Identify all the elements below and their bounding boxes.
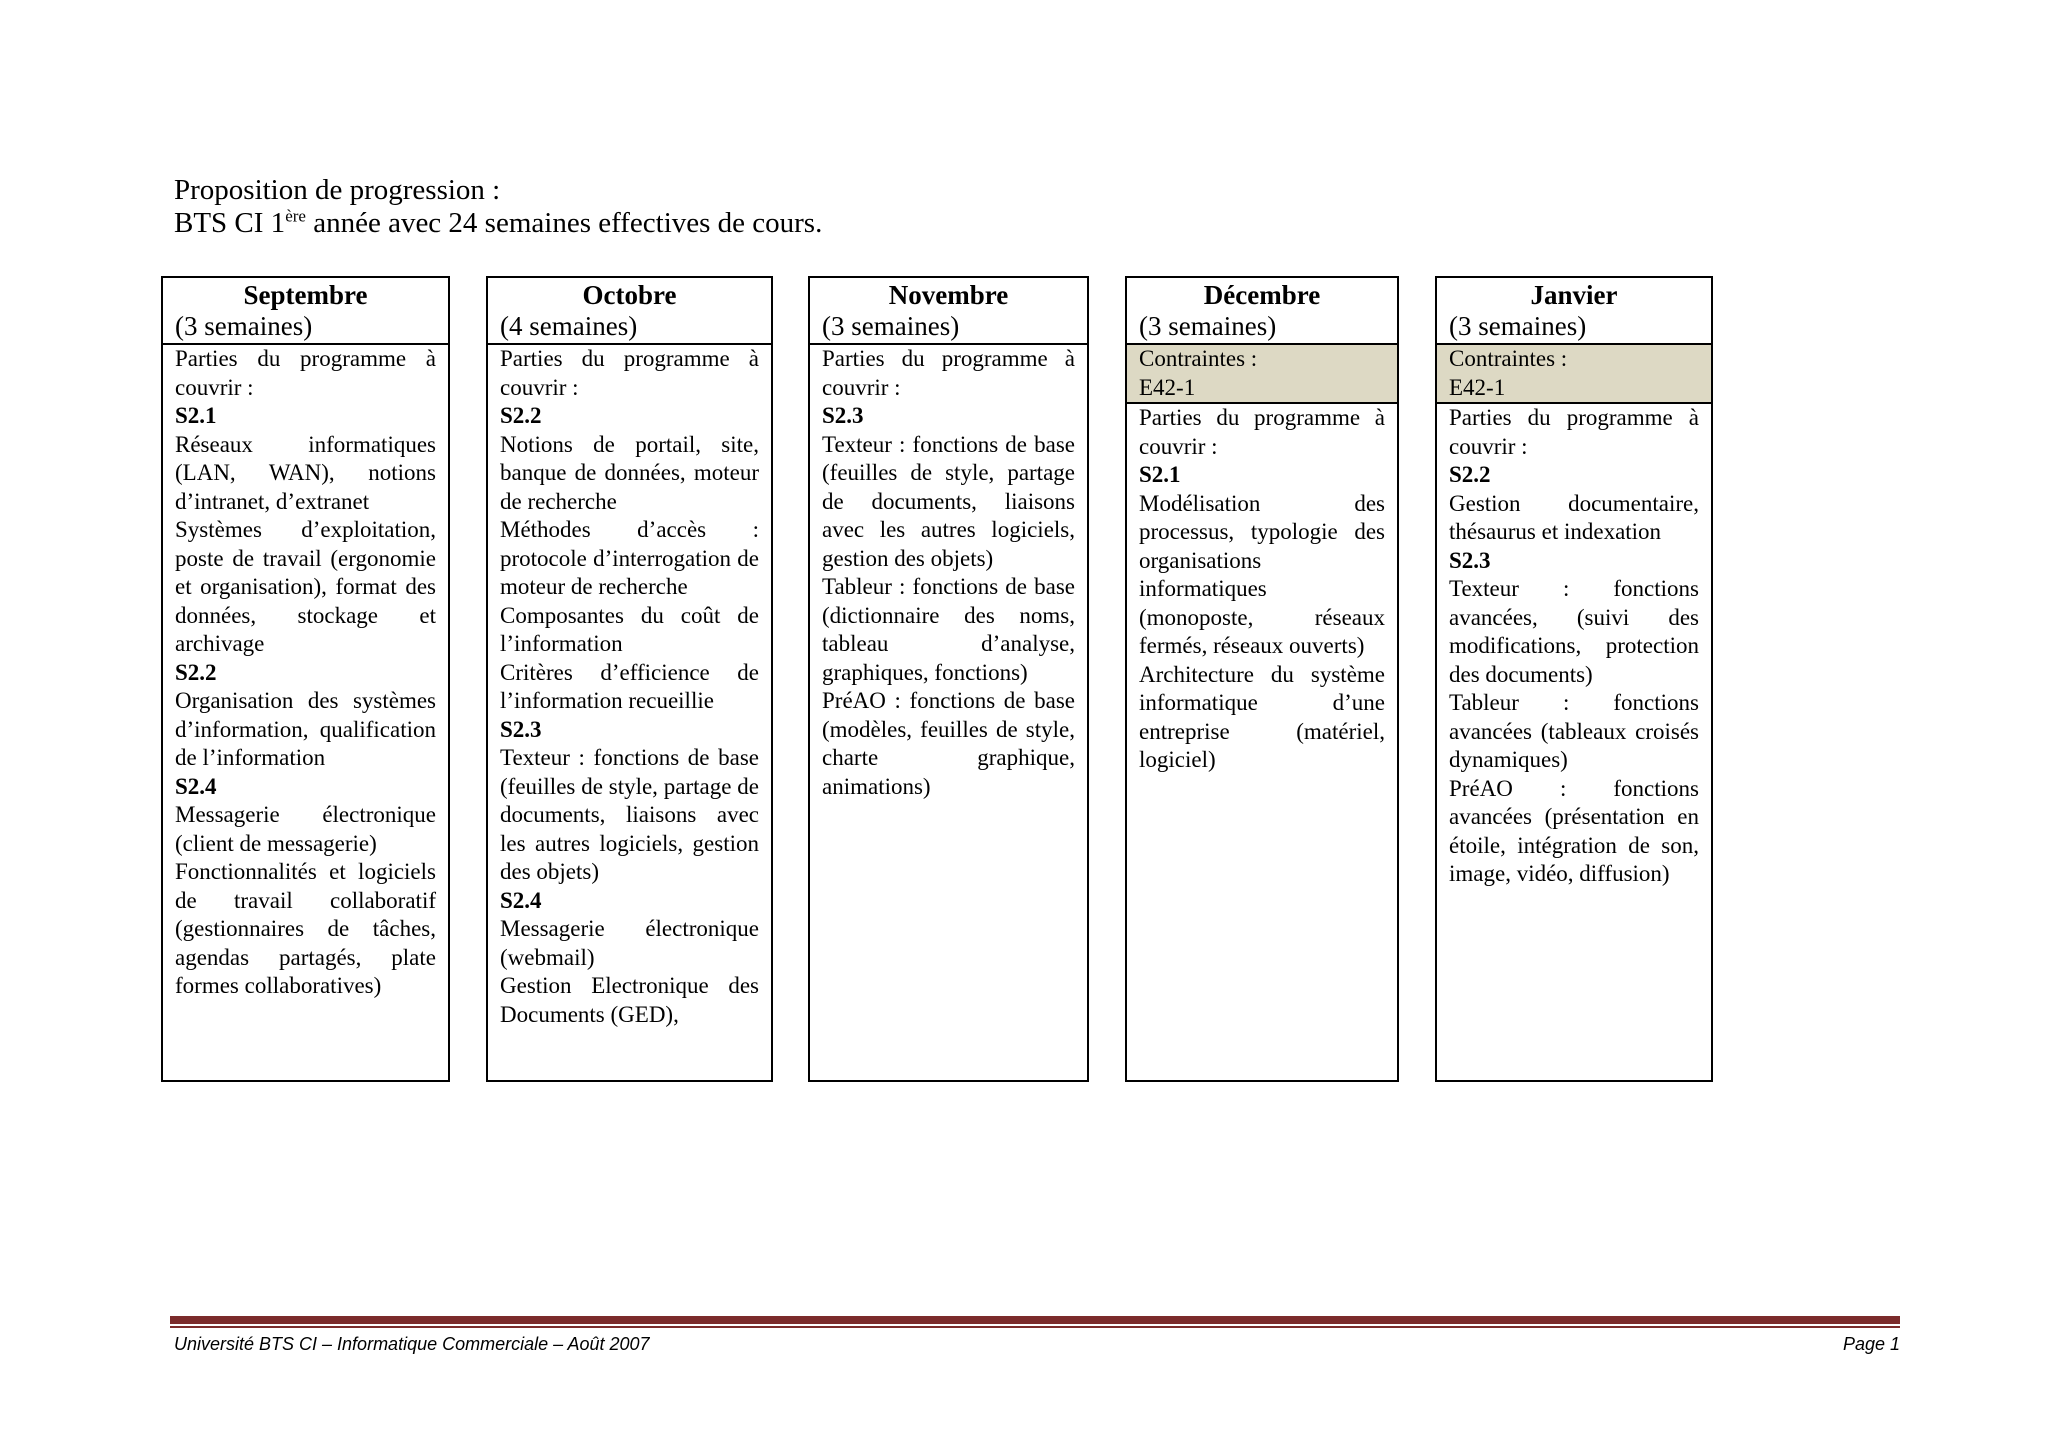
month-name: Octobre [582,280,677,310]
section-code: S2.4 [500,887,542,913]
month-name: Janvier [1530,280,1618,310]
constraint-code: E42-1 [1449,374,1506,400]
content-paragraph: Tableur : fonctions de base (dictionnaire des noms, tableau d’analyse, graphiques, fonctions) [822,574,1075,685]
month-column-janvier [1435,276,1713,1082]
month-weeks: (3 semaines) [1139,311,1277,341]
month-weeks: (4 semaines) [500,311,638,341]
content-paragraph: Parties du programme à couvrir : [500,346,759,400]
month-constraint [1437,345,1711,404]
section-code: S2.1 [1139,462,1181,487]
content-paragraph: Parties du programme à couvrir : [1449,405,1699,459]
content-paragraph: Critères d’efficience de l’information recueillie [500,659,759,713]
section-code: S2.4 [175,773,217,799]
constraint-label: Contraintes : [1449,346,1568,371]
month-header [1127,278,1397,345]
month-weeks: (3 semaines) [1449,311,1587,341]
content-paragraph: Méthodes d’accès : protocole d’interrogation de moteur de recherche [500,517,759,599]
content-paragraph: Parties du programme à couvrir : [822,346,1075,400]
content-paragraph: Gestion Electronique des Documents (GED), [500,973,759,1027]
content-paragraph: Architecture du système informatique d’une entreprise (matériel, logiciel) [1139,661,1385,772]
page-number: Page 1 [1842,1334,1900,1354]
section-code: S2.2 [1449,462,1491,487]
document-title [174,174,822,240]
content-paragraph: Messagerie électronique (webmail) [500,916,759,970]
content-paragraph: Texteur : fonctions de base (feuilles de style, partage de documents, liaisons avec les autres logiciels, gestion des objets) [500,745,759,884]
content-paragraph: Systèmes d’exploitation, poste de travail (ergonomie et organisation), format des données, stockage et archivage [175,517,436,656]
content-paragraph: Modélisation des processus, typologie des organisations informatiques (monoposte, réseaux fermés, réseaux ouverts) [1139,490,1385,658]
content-paragraph: Texteur : fonctions de base (feuilles de style, partage de documents, liaisons avec les autres logiciels, gestion des objets) [822,431,1075,571]
month-content [488,345,771,1029]
content-paragraph: Texteur : fonctions avancées, (suivi des modifications, protection des documents) [1449,576,1699,687]
constraint-code: E42-1 [1139,374,1196,400]
content-paragraph: Gestion documentaire, thésaurus et indexation [1449,490,1699,544]
title-line-2 [174,207,822,240]
section-code: S2.3 [1449,547,1491,573]
month-column-octobre [486,276,773,1082]
month-weeks: (3 semaines) [822,311,960,341]
content-paragraph: Fonctionnalités et logiciels de travail collaboratif (gestionnaires de tâches, agendas partagés, plate formes collaboratives) [175,859,436,998]
month-column-novembre [808,276,1089,1082]
footer-text: Université BTS CI – Informatique Commerciale – Août 2007 [174,1334,650,1354]
footer-rule-thin [170,1326,1900,1328]
month-content [810,345,1087,801]
content-paragraph: Tableur : fonctions avancées (tableaux croisés dynamiques) [1449,690,1699,772]
title-line-2-suffix: année avec 24 semaines effectives de cours. [305,207,823,239]
content-paragraph: PréAO : fonctions avancées (présentation en étoile, intégration de son, image, vidéo, diffusion) [1449,775,1699,886]
title-line-2-superscript: ère [285,206,306,226]
month-constraint [1127,345,1397,404]
constraint-label: Contraintes : [1139,346,1258,371]
month-header [1437,278,1711,345]
content-paragraph: Réseaux informatiques (LAN, WAN), notions d’intranet, d’extranet [175,431,436,514]
month-column-decembre [1125,276,1399,1082]
month-content [1127,404,1397,775]
content-paragraph: Parties du programme à couvrir : [1139,405,1385,459]
title-line-1: Proposition de progression : [174,174,501,206]
section-code: S2.3 [500,716,542,742]
month-name: Septembre [243,280,368,310]
month-name: Décembre [1203,280,1321,310]
month-weeks: (3 semaines) [175,311,313,341]
section-code: S2.2 [175,659,217,685]
month-header [488,278,771,345]
month-header [810,278,1087,345]
title-line-2-prefix: BTS CI 1 [174,207,286,239]
content-paragraph: PréAO : fonctions de base (modèles, feuilles de style, charte graphique, animations) [822,688,1075,799]
month-header [163,278,448,345]
section-code: S2.3 [822,403,864,428]
content-paragraph: Notions de portail, site, banque de données, moteur de recherche [500,431,759,514]
content-paragraph: Composantes du coût de l’information [500,602,759,656]
section-code: S2.1 [175,403,217,428]
month-content [1437,404,1711,889]
footer-rule [170,1316,1900,1324]
month-name: Novembre [888,280,1009,310]
content-paragraph: Parties du programme à couvrir : [175,346,436,400]
content-paragraph: Messagerie électronique (client de messagerie) [175,802,436,856]
content-paragraph: Organisation des systèmes d’information, qualification de l’information [175,688,436,770]
month-column-septembre [161,276,450,1082]
month-content [163,345,448,1001]
section-code: S2.2 [500,403,542,428]
